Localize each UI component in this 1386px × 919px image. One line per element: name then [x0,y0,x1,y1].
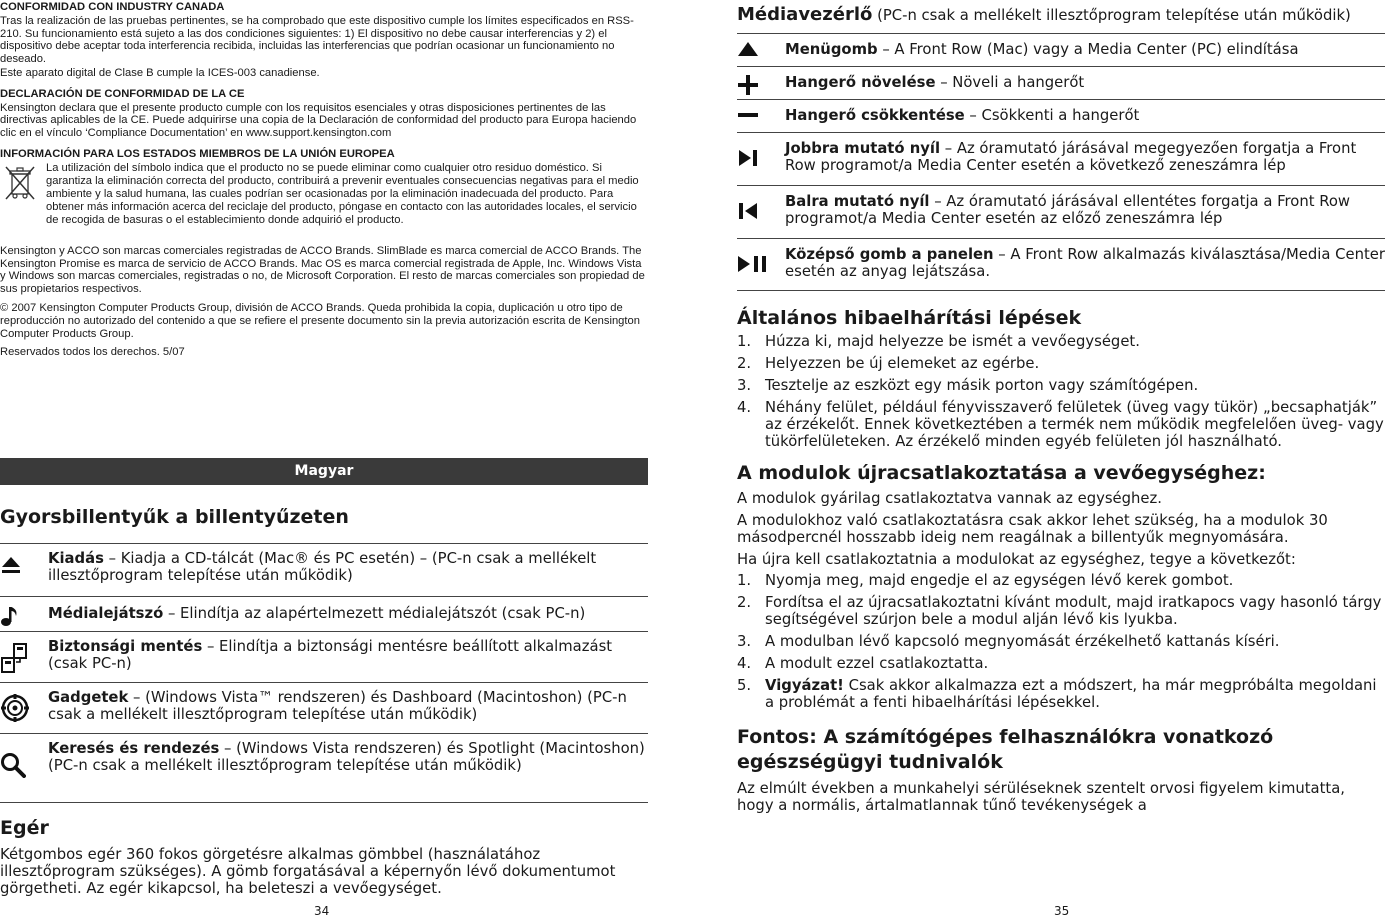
media-row-next [737,133,1385,186]
modules-p2: A modulokhoz való csatlakoztatásra csak akkor lehet szükség, ha a modulok 30 másodpercnél hosszabb ideig nem reagálnak a billentyűk megnyomására. [737,512,1328,546]
backup-icon [0,642,30,674]
list-text: Néhány felület, például fényvisszaverő felületek (üveg vagy tükör) „becsaphatják” az érzékelőt. Ennek következtében a termék nem működik megfelelően üveg- vagy tükörfelületeken. Az érzékelő minden egyéb felületen jól használható. [765,399,1384,450]
list-text: Húzza ki, majd helyezze be ismét a vevőegységet. [765,333,1140,350]
industry-canada-heading: CONFORMIDAD CON INDUSTRY CANADA [0,1,225,13]
search-icon [0,752,26,778]
media-row-previous [737,186,1385,239]
mouse-title: Egér [0,817,49,839]
list-number: 1. [737,333,752,350]
next-track-icon [737,148,759,168]
media-name: Középső gomb a panelen [785,246,994,263]
media-name: Hangerő növelése [785,74,936,91]
hotkey-row-search [0,734,648,803]
hotkeys-table [0,543,648,803]
copyright-text: © 2007 Kensington Computer Products Group, división de ACCO Brands. Queda prohibida la copia, duplicación u otro tipo de reproducción no autorizado del contenido a que se refiere el presente documento sin la previa autorización escrita de Kensington Computer Products Group. [0,301,640,340]
list-number: 1. [737,572,752,589]
list-item [737,677,1385,711]
rights-text: Reservados todos los derechos. 5/07 [0,346,185,359]
media-desc: – Csökkenti a hangerőt [964,107,1140,124]
list-item [737,355,1385,372]
modules-p3: Ha újra kell csatlakoztatnia a modulokat az egységhez, tegye a következőt: [737,551,1296,568]
page-number-right: 35 [1054,904,1070,918]
ce-body: Kensington declara que el presente producto cumple con los requisitos esenciales y otras disposiciones pertinentes de las directivas aplicables de la CE. Puede adquirirse una copia de la Declaración de conformidad del producto para Europa haciendo clic en el vínculo ‘Compliance Documentation’ en www.support.kensington.com [0,101,637,140]
media-row-play-pause [737,239,1385,291]
previous-track-icon [737,201,759,221]
language-banner: Magyar [0,458,648,485]
music-note-icon [0,605,20,627]
list-number: 4. [737,655,752,672]
mouse-body: Kétgombos egér 360 fokos görgetésre alkalmas gömbbel (használatához illesztőprogram szükséges). A gömb forgatásával a képernyőn lévő dokumentumot görgetheti. Az egér kikapcsol, ha beleteszi a vevőegységet. [0,846,616,897]
minus-icon [737,112,759,118]
media-name: Jobbra mutató nyíl [785,140,941,157]
media-desc: – Az óramutató járásával megegyezően forgatja a Front Row programot/a Media Center esetén a következő zeneszámra lép [785,140,1357,174]
industry-canada-body: Tras la realización de las pruebas pertinentes, se ha comprobado que este dispositivo cumple los límites especificados en RSS-210. Su funcionamiento está sujeto a las dos condiciones siguientes: 1) El dispositivo no debe causar interferencias y 2) el dispositivo debe aceptar toda interferencia recibida, incluidas las interferencias que podrían ocasionar un funcionamiento no deseado. [0,14,634,66]
left-page [0,0,648,359]
trademarks-text: Kensington y ACCO son marcas comerciales registradas de ACCO Brands. SlimBlade es marca comercial de ACCO Brands. The Kensington Promise es marca de servicio de ACCO Brands. Mac OS es marca comercial registrada de Apple, Inc. Windows Vista y Windows son marcas comerciales, registradas o no, de Microsoft Corporation. El resto de marcas comerciales son propiedad de sus propietarios respectivos. [0,244,645,296]
list-number: 2. [737,594,752,611]
list-text: Helyezzen be új elemeket az egérbe. [765,355,1040,372]
health-title: Fontos: A számítógépes felhasználókra vonatkozó egészségügyi tudnivalók [737,726,1274,773]
right-page [737,2,1385,814]
hotkey-desc: – (Windows Vista™ rendszeren) és Dashboard (Macintoshon) (PC-n csak a mellékelt illesztőprogram telepítése után működik) [48,689,627,723]
hotkey-name: Gadgetek [48,689,129,706]
media-row-menu [737,34,1385,67]
modules-steps [737,572,1385,711]
media-subtitle: (PC-n csak a mellékelt illesztőprogram telepítése után működik) [872,7,1351,24]
hotkey-name: Médialejátszó [48,605,164,622]
hotkey-name: Keresés és rendezés [48,740,220,757]
media-name: Menügomb [785,41,878,58]
media-row-volume-up [737,67,1385,100]
list-item [737,594,1385,628]
list-number: 3. [737,633,752,650]
hotkey-desc: – Elindítja az alapértelmezett médialejátszót (csak PC-n) [163,605,586,622]
industry-canada-body-2: Este aparato digital de Clase B cumple la ICES-003 canadiense. [0,66,320,79]
hotkey-desc: – Elindítja a biztonsági mentésre beállított alkalmazást (csak PC-n) [48,638,613,672]
modules-p1: A modulok gyárilag csatlakoztatva vannak az egységhez. [737,490,1163,507]
eu-body: La utilización del símbolo indica que el producto no se puede eliminar como cualquier otro residuo doméstico. Si garantiza la eliminación correcta del producto, contribuirá a prevenir eventuales consecuencias negativas para el medio ambiente y la salud humana, las cuales podrían ser ocasionadas por la eliminación inadecuada del producto. Para obtener más información acerca del reciclaje del producto, póngase en contacto con las autoridades locales, el servicio de recogida de basuras o el establecimiento donde adquirió el producto. [46,161,639,226]
hotkey-row-media-player [0,597,648,632]
hotkey-name: Biztonsági mentés [48,638,203,655]
list-item [737,572,1385,589]
troubleshoot-list [737,333,1385,450]
media-row-volume-down [737,100,1385,133]
modules-title: A modulok újracsatlakoztatása a vevőegységhez: [737,462,1266,484]
list-item [737,655,1385,672]
media-name: Balra mutató nyíl [785,193,930,210]
hotkey-name: Kiadás [48,550,104,567]
list-item [737,399,1385,450]
media-title: Médiavezérlő [737,4,873,25]
media-table [737,33,1385,291]
hotkey-row-gadgets [0,683,648,734]
hotkey-desc: – Kiadja a CD-tálcát (Mac® és PC esetén) – (PC-n csak a mellékelt illesztőprogram telepítése után működik) [48,550,597,584]
list-number: 3. [737,377,752,394]
media-name: Hangerő csökkentése [785,107,965,124]
list-text: Fordítsa el az újracsatlakoztatni kívánt modult, majd iratkapocs vagy hasonló tárgy segítségével szúrjon bele a modul alján lévő kis lyukba. [765,594,1382,628]
hotkeys-section [0,505,648,897]
health-body: Az elmúlt években a munkahelyi sérüléseknek szentelt orvosi figyelem kimutatta, hogy a normális, ártalmatlannak tűnő tevékenységek a [737,780,1346,814]
hotkey-row-backup [0,632,648,683]
eu-heading: INFORMACIÓN PARA LOS ESTADOS MIEMBROS DE LA UNIÓN EUROPEA [0,147,395,160]
eject-icon [0,555,22,575]
warning-label: Vigyázat! [765,677,844,694]
crossed-bin-icon [0,162,40,202]
hotkey-row-eject [0,544,648,597]
list-item [737,333,1385,350]
list-text: Tesztelje az eszközt egy másik porton vagy számítógépen. [765,377,1199,394]
list-item [737,377,1385,394]
list-text: A modulban lévő kapcsoló megnyomását érzékelhető kattanás kíséri. [765,633,1280,650]
media-heading [737,2,1385,28]
weee-block [0,162,648,227]
hotkey-desc: – (Windows Vista rendszeren) és Spotlight (Macintoshon) (PC-n csak a mellékelt illesztőprogram telepítése után működik) [48,740,645,774]
ce-heading: DECLARACIÓN DE CONFORMIDAD DE LA CE [0,87,245,100]
gadgets-icon [0,693,30,723]
troubleshoot-title: Általános hibaelhárítási lépések [737,307,1082,329]
list-item [737,633,1385,650]
list-text: Csak akkor alkalmazza ezt a módszert, ha már megpróbálta megoldani a problémát a fenti hibaelhárítási lépésekkel. [765,677,1377,711]
media-desc: – Növeli a hangerőt [935,74,1085,91]
hotkeys-title: Gyorsbillentyűk a billentyűzeten [0,506,349,528]
menu-triangle-icon [737,41,759,57]
plus-icon [737,74,759,96]
media-desc: – A Front Row (Mac) vagy a Media Center (PC) elindítása [877,41,1299,58]
list-number: 5. [737,677,752,694]
list-text: A modult ezzel csatlakoztatta. [765,655,989,672]
list-text: Nyomja meg, majd engedje el az egységen lévő kerek gombot. [765,572,1234,589]
page-number-left: 34 [314,904,330,918]
media-desc: – Az óramutató járásával ellentétes forgatja a Front Row programot/a Media Center esetén az előző zeneszámra lép [785,193,1350,227]
list-number: 2. [737,355,752,372]
play-pause-icon [737,254,769,274]
media-desc: – A Front Row alkalmazás kiválasztása/Media Center esetén az anyag lejátszása. [785,246,1385,280]
list-number: 4. [737,399,752,416]
